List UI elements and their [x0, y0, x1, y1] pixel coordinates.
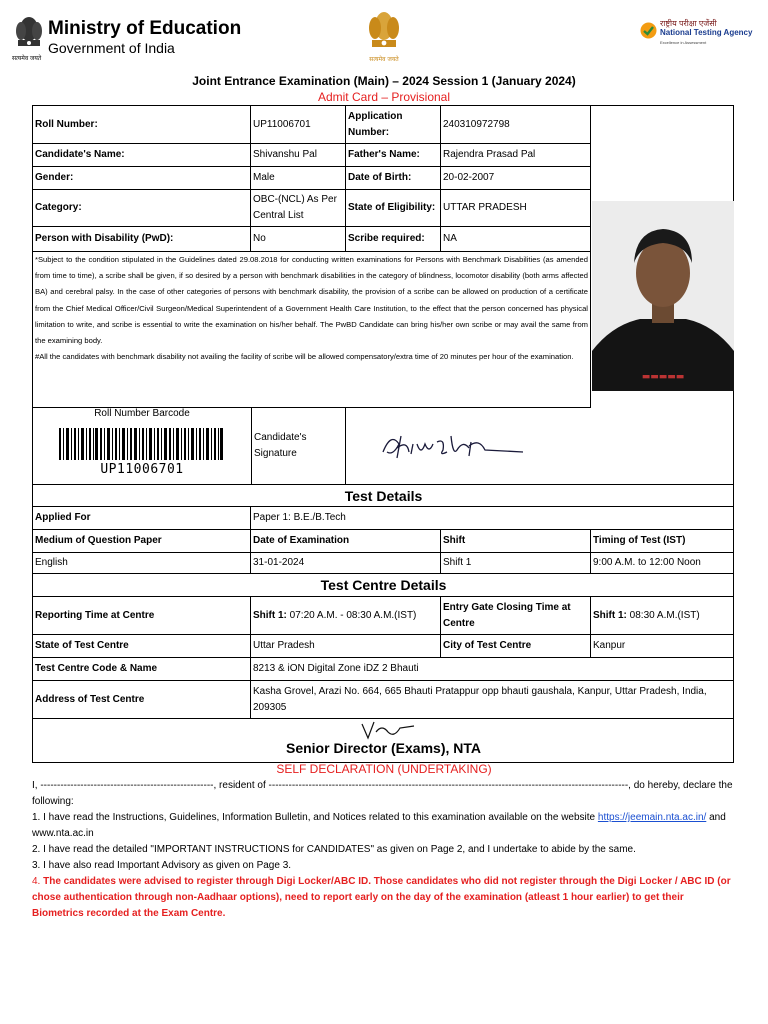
gate-closing-cell [591, 597, 734, 635]
exam-date-label: Date of Examination [251, 530, 441, 553]
centre-address-value: Kasha Grovel, Arazi No. 664, 665 Bhauti Pratappur opp bhauti gaushala, Kanpur, Uttar Pradesh, India, 209305 [251, 681, 734, 719]
declaration-item-1 [32, 810, 737, 842]
admit-card-subtitle: Admit Card – Provisional [317, 90, 451, 104]
gate-shift: Shift 1: [593, 609, 627, 621]
nta-tagline: Excellence in Assessment [660, 40, 707, 45]
applied-for-label: Applied For [33, 507, 251, 530]
gender-value: Male [251, 167, 346, 190]
declaration-intro-b: ------------------------------------------------------------------------------------------------------------, do hereby, declare the following: [32, 780, 733, 807]
centre-city-value: Kanpur [591, 635, 734, 658]
medium-value: English [33, 553, 251, 574]
declaration-intro [32, 778, 737, 810]
declaration-intro-a: I, ----------------------------------------------------, resident of [32, 780, 269, 791]
nta-check-icon [640, 22, 657, 39]
candidate-photo [592, 201, 734, 391]
applied-for-value: Paper 1: B.E./B.Tech [251, 507, 734, 530]
pwd-scribe-note [33, 252, 591, 408]
medium-label: Medium of Question Paper [33, 530, 251, 553]
reporting-shift: Shift 1: [253, 609, 287, 621]
ministry-logo [12, 12, 242, 64]
gender-label: Gender: [33, 167, 251, 190]
roll-number-label: Roll Number: [33, 106, 251, 144]
candidate-photo-image [592, 201, 734, 391]
application-number-label: Application Number: [346, 106, 441, 144]
centre-state-value: Uttar Pradesh [251, 635, 441, 658]
barcode-number: UP11006701 [100, 462, 184, 477]
centre-details-heading: Test Centre Details [33, 574, 734, 597]
ministry-title: Ministry of Education [48, 18, 242, 39]
declaration-body [32, 778, 737, 922]
centre-address-label: Address of Test Centre [33, 681, 251, 719]
exam-date-value: 31-01-2024 [251, 553, 441, 574]
reporting-time-cell [251, 597, 441, 635]
director-title: Senior Director (Exams), NTA [285, 740, 481, 756]
pwd-value: No [251, 227, 346, 252]
timing-value: 9:00 A.M. to 12:00 Noon [591, 553, 734, 574]
ministry-motto: सत्यमेव जयते [12, 56, 42, 62]
category-value: OBC-(NCL) As Per Central List [251, 190, 346, 227]
candidate-name-label: Candidate's Name: [33, 144, 251, 167]
emblem-motto: सत्यमेव जयते [369, 56, 399, 63]
declaration-title: SELF DECLARATION (UNDERTAKING) [276, 762, 492, 776]
centre-code-label: Test Centre Code & Name [33, 658, 251, 681]
candidate-signature [373, 422, 533, 468]
roll-number-value: UP11006701 [251, 106, 346, 144]
declaration-item-4 [32, 874, 737, 922]
declaration-item-1-tail: and www.nta.ac.in [32, 812, 726, 839]
declaration-item-1-text: 1. I have read the Instructions, Guidelines, Information Bulletin, and Notices related to this examination available on the website [32, 812, 598, 823]
father-name-label: Father's Name: [346, 144, 441, 167]
national-emblem-icon [364, 6, 404, 66]
pwd-label: Person with Disability (PwD): [33, 227, 251, 252]
declaration-item-3: 3. I have also read Important Advisory as given on Page 3. [32, 860, 292, 871]
centre-city-label: City of Test Centre [441, 635, 591, 658]
director-signature [358, 718, 418, 742]
centre-code-value: 8213 & iON Digital Zone iDZ 2 Bhauti [251, 658, 734, 681]
centre-state-label: State of Test Centre [33, 635, 251, 658]
signature-label: Candidate's Signature [251, 408, 346, 484]
exam-title: Joint Entrance Examination (Main) – 2024 Session 1 (January 2024) [192, 74, 576, 88]
roll-number-barcode [59, 428, 223, 460]
scribe-label: Scribe required: [346, 227, 441, 252]
barcode-label: Roll Number Barcode [94, 408, 190, 419]
timing-label: Timing of Test (IST) [591, 530, 734, 553]
declaration-item-2: 2. I have read the detailed "IMPORTANT INSTRUCTIONS for CANDIDATES" as given on Page 2, and I undertake to abide by the same. [32, 844, 636, 855]
category-label: Category: [33, 190, 251, 227]
shift-value: Shift 1 [441, 553, 591, 574]
gate-closing-label: Entry Gate Closing Time at Centre [441, 597, 591, 635]
reporting-time-value: 07:20 A.M. - 08:30 A.M.(IST) [289, 609, 417, 621]
svg-text:▬▬▬▬▬: ▬▬▬▬▬ [641, 372, 685, 382]
dob-label: Date of Birth: [346, 167, 441, 190]
test-details-heading: Test Details [33, 484, 734, 507]
dob-value: 20-02-2007 [441, 167, 591, 190]
father-name-value: Rajendra Prasad Pal [441, 144, 591, 167]
declaration-item-4-number: 4. [32, 876, 44, 887]
note-paragraph: *Subject to the condition stipulated in the Guidelines dated 29.08.2018 for conducting written examinations for Persons with Benchmark Disabilities (as amended from time to time), a scribe shall be given, if so desired by a person with benchmark disabilities in the category of blindness, locomotor disability (both arms affected BA) and cerebral palsy. In the case of other categories of persons with benchmark disability, the provision of a scribe can be allowed on production of a certificate from the Chief Medical Officer/Civil Surgeon/Medical Superintendent of a Government Health Care Institution, to the effect that the person concerned has physical limitation to write, and scribe is essential to write the examination on his/her behalf. The PwBD Candidate can bring his/her own scribe or may avail the same from the examining body. [35, 255, 588, 346]
candidate-name-value: Shivanshu Pal [251, 144, 346, 167]
shift-label: Shift [441, 530, 591, 553]
declaration-item-4-text: The candidates were advised to register through Digi Locker/ABC ID. Those candidates who did not register through the Digi Locker / ABC ID (or chose authentication through non-Aadhaar options), need to report early on the day of the examination (atleast 1 hour earlier) to get their Biometrics recorded at the Exam Centre. [32, 876, 731, 919]
ministry-subtitle: Government of India [48, 40, 175, 56]
admit-card-frame [32, 105, 734, 763]
page-header [0, 0, 768, 70]
application-number-value: 240310972798 [441, 106, 591, 144]
nta-name: National Testing Agency [660, 28, 753, 37]
jeemain-website-link[interactable]: https://jeemain.nta.ac.in/ [597, 812, 707, 823]
nta-hindi-name: राष्ट्रीय परीक्षा एजेंसी [660, 19, 717, 28]
scribe-value: NA [441, 227, 591, 252]
state-eligibility-label: State of Eligibility: [346, 190, 441, 227]
nta-logo [640, 18, 755, 56]
note-paragraph: #All the candidates with benchmark disability not availing the facility of scribe will be allowed compensatory/extra time of 20 minutes per hour of the examination. [35, 352, 574, 362]
state-eligibility-value: UTTAR PRADESH [441, 190, 591, 227]
gate-closing-value: 08:30 A.M.(IST) [629, 609, 700, 621]
reporting-time-label: Reporting Time at Centre [33, 597, 251, 635]
